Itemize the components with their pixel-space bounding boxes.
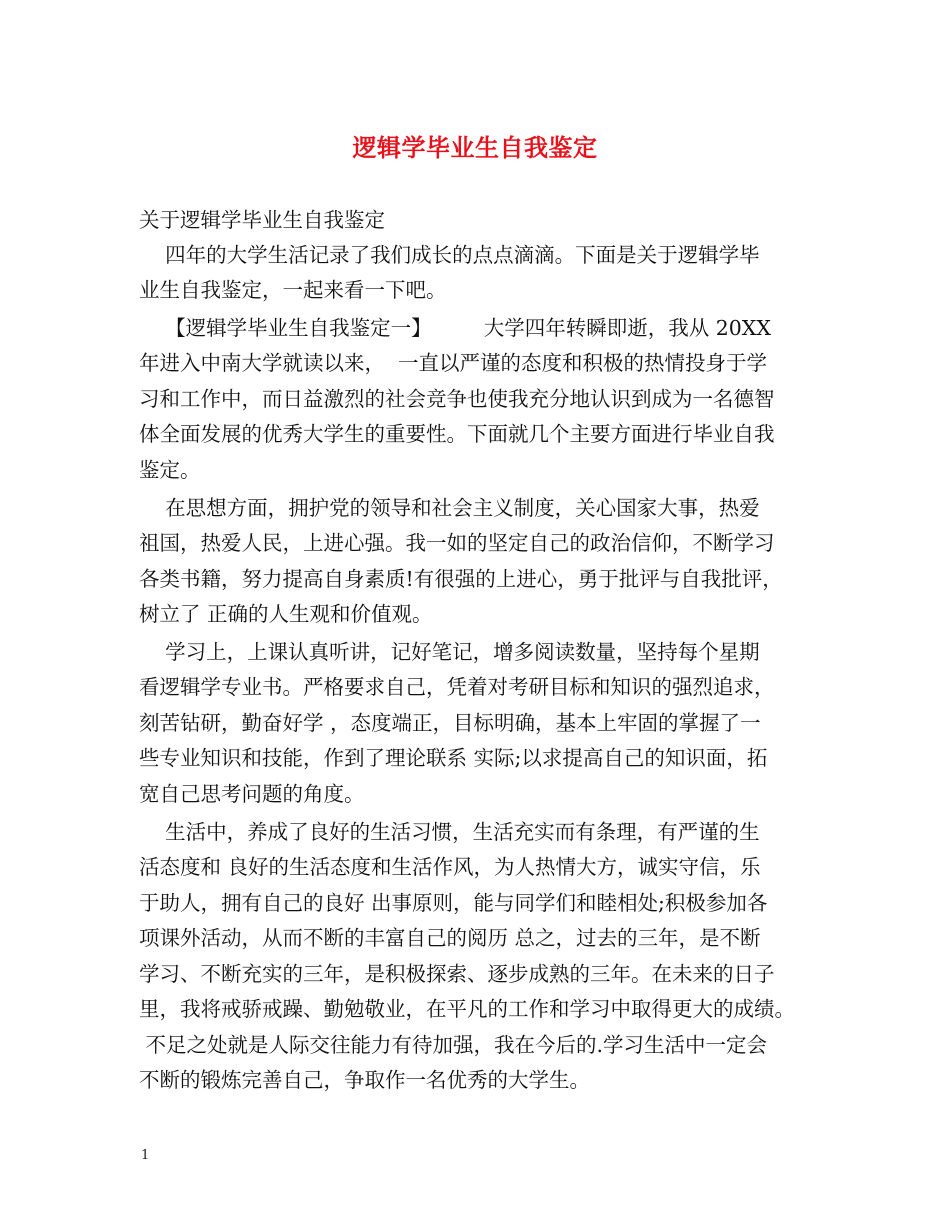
text-line: 【逻辑学毕业生自我鉴定一】 大学四年转瞬即逝，我从 20XX [139,316,771,340]
text-line: 体全面发展的优秀大学生的重要性。下面就几个主要方面进行毕业自我 [139,422,775,446]
text-line: 学习上，上课认真听讲，记好笔记，增多阅读数量，坚持每个星期 [139,640,760,664]
page-number: 1 [141,1148,150,1163]
text-line: 学习、不断充实的三年，是积极探索、逐步成熟的三年。在未来的日子 [139,962,775,986]
text-line: 关于逻辑学毕业生自我鉴定 [139,208,385,232]
text-line: 四年的大学生活记录了我们成长的点点滴滴。下面是关于逻辑学毕 [139,243,760,267]
text-line: 年进入中南大学就读以来， 一直以严谨的态度和积极的热情投身于学 [139,351,768,375]
text-line: 各类书籍，努力提高自身素质!有很强的上进心，勇于批评与自我批评， [139,567,783,591]
text-line: 宽自己思考问题的角度。 [139,782,365,806]
document-title: 逻辑学毕业生自我鉴定 [352,133,598,162]
text-line: 活态度和 良好的生活态度和生活作风，为人热情大方，诚实守信，乐 [139,855,761,879]
text-line: 不断的锻炼完善自己，争取作一名优秀的大学生。 [139,1068,590,1092]
text-line: 祖国，热爱人民，上进心强。我一如的坚定自己的政治信仰，不断学习 [139,531,775,555]
text-line: 刻苦钻研，勤奋好学 ，态度端正，目标明确，基本上牢固的掌握了一 [139,711,761,735]
text-line: 项课外活动，从而不断的丰富自己的阅历 总之，过去的三年，是不断 [139,926,761,950]
text-line: 业生自我鉴定，一起来看一下吧。 [139,278,447,302]
text-line: 于助人，拥有自己的良好 出事原则，能与同学们和睦相处;积极参加各 [139,891,768,915]
text-line: 生活中，养成了良好的生活习惯，生活充实而有条理，有严谨的生 [139,820,760,844]
text-line: 看逻辑学专业书。严格要求自己，凭着对考研目标和知识的强烈追求， [139,675,775,699]
text-line: 些专业知识和技能，作到了理论联系 实际;以求提高自己的知识面，拓 [139,746,768,770]
text-line: 树立了 正确的人生观和价值观。 [139,602,433,626]
text-line: 在思想方面，拥护党的领导和社会主义制度，关心国家大事，热爱 [139,496,760,520]
text-line: 里，我将戒骄戒躁、勤勉敬业，在平凡的工作和学习中取得更大的成绩。 [139,997,795,1021]
text-line: 不足之处就是人际交往能力有待加强，我在今后的.学习生活中一定会 [139,1033,768,1057]
text-line: 习和工作中，而日益激烈的社会竞争也使我充分地认识到成为一名德智 [139,387,775,411]
text-line: 鉴定。 [139,458,201,482]
